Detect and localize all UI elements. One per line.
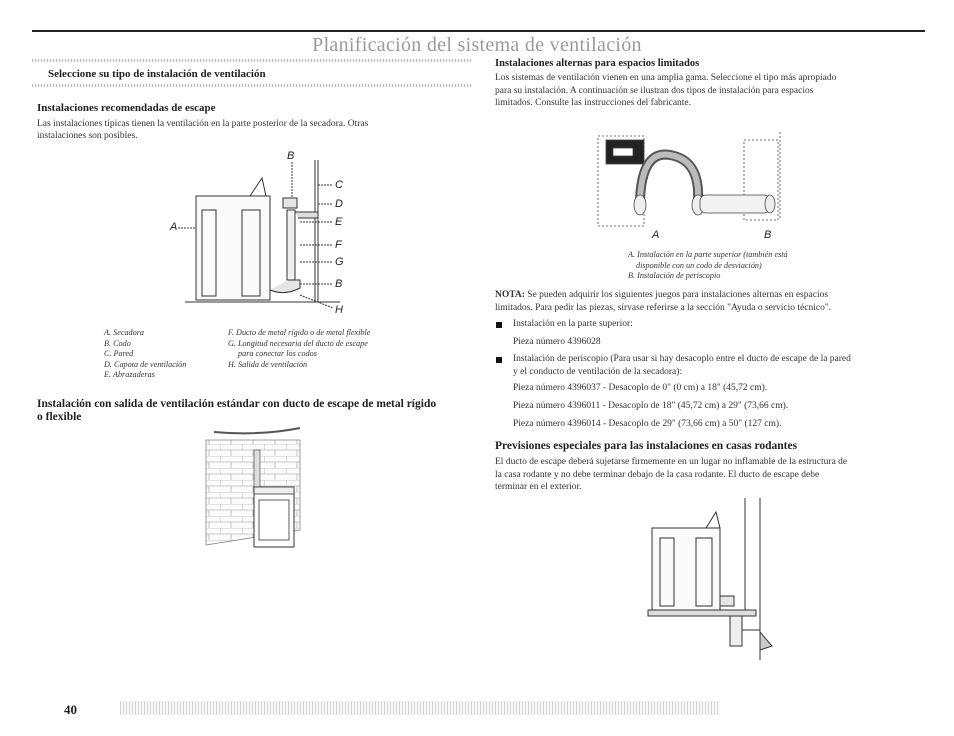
standard-heading-1: Instalación con salida de ventilación estándar con ducto de escape de metal rígido: [37, 398, 437, 410]
standard-heading-2: o flexible: [37, 411, 82, 423]
recommended-text-1: Las instalaciones típicas tienen la ventilación en la parte posterior de la secadora. Otras: [37, 119, 369, 129]
caption-item: C. Pared: [104, 349, 134, 358]
caption-item: disponible con un codo de desviación): [636, 260, 762, 270]
fig1-label-b2: B: [335, 278, 343, 290]
note-text-1: Se pueden adquirir los siguientes juegos para instalaciones alternas en espacios: [524, 290, 829, 300]
fig1-label-d: D: [335, 198, 343, 210]
fig3-label-a: A: [652, 229, 660, 241]
page-title: Planificación del sistema de ventilación: [312, 34, 642, 56]
note-label: NOTA:: [495, 290, 525, 300]
caption-item: E. Abrazaderas: [104, 370, 155, 379]
mobile-text-line: El ducto de escape deberá sujetarse firmemente en un lugar no inflamable de la estructura de: [495, 457, 848, 467]
fig1-label-b: B: [287, 150, 295, 162]
fig1-label-a: A: [170, 221, 178, 233]
caption-item: A. Instalación en la parte superior (también está: [628, 250, 788, 259]
note-text-2: limitados. Para pedir las piezas, sírvase referirse a la sección "Ayuda o servicio técnico".: [495, 302, 832, 313]
bullet-2-line: y el conducto de ventilación de la secadora):: [513, 366, 683, 377]
select-heading: Seleccione su tipo de instalación de ventilación: [48, 68, 266, 80]
fig1-label-f: F: [335, 239, 342, 251]
caption-item: B. Instalación de periscopio: [628, 271, 721, 280]
caption-item: para conectar los codos: [238, 349, 317, 358]
mobile-text-line: terminar en el exterior.: [495, 482, 582, 492]
caption-item: F. Ducto de metal rígido o de metal flexible: [228, 328, 371, 337]
recommended-text-2: instalaciones son posibles.: [37, 131, 138, 141]
part-line: Pieza número 4396014 - Desacoplo de 29" (73,66 cm) a 50" (127 cm).: [513, 419, 782, 429]
fig1-label-g: G: [335, 256, 344, 268]
alt-text-line: para su instalación. A continuación se ilustran dos tipos de instalación para espacios: [495, 85, 814, 96]
fig3-label-b: B: [764, 229, 772, 241]
part-line: Pieza número 4396011 - Desacoplo de 18" (45,72 cm) a 29" (73,66 cm).: [513, 401, 789, 411]
caption-item: H. Salida de ventilación: [228, 359, 308, 369]
caption-item: B. Codo: [104, 338, 131, 348]
fig1-label-e: E: [335, 216, 343, 228]
fig1-label-h: H: [335, 304, 343, 316]
bullet-2-line: Instalación de periscopio (Para usar si hay desacoplo entre el ducto de escape de la pared: [513, 354, 851, 364]
bullet-1: Instalación en la parte superior:: [513, 319, 633, 329]
alt-text-line: Los sistemas de ventilación vienen en una amplia gama. Seleccione el tipo más apropiado: [495, 73, 837, 83]
caption-item: G. Longitud necesaria del ducto de escape: [228, 338, 368, 348]
mobile-heading: Previsiones especiales para las instalaciones en casas rodantes: [495, 440, 798, 452]
bullet-1-part: Pieza número 4396028: [513, 337, 601, 347]
alt-text-line: limitados. Consulte las instrucciones del fabricante.: [495, 98, 692, 108]
alt-heading: Instalaciones alternas para espacios limitados: [495, 58, 700, 69]
part-line: Pieza número 4396037 - Desacoplo de 0" (0 cm) a 18" (45,72 cm).: [513, 383, 768, 393]
mobile-text-line: la casa rodante y no debe terminar debajo de la casa rodante. El ducto de escape debe: [495, 469, 820, 480]
fig1-label-c: C: [335, 179, 343, 191]
recommended-heading: Instalaciones recomendadas de escape: [37, 102, 216, 114]
page-number: 40: [64, 702, 77, 717]
caption-item: A. Secadora: [104, 328, 145, 337]
caption-item: D. Capota de ventilación: [104, 359, 187, 369]
